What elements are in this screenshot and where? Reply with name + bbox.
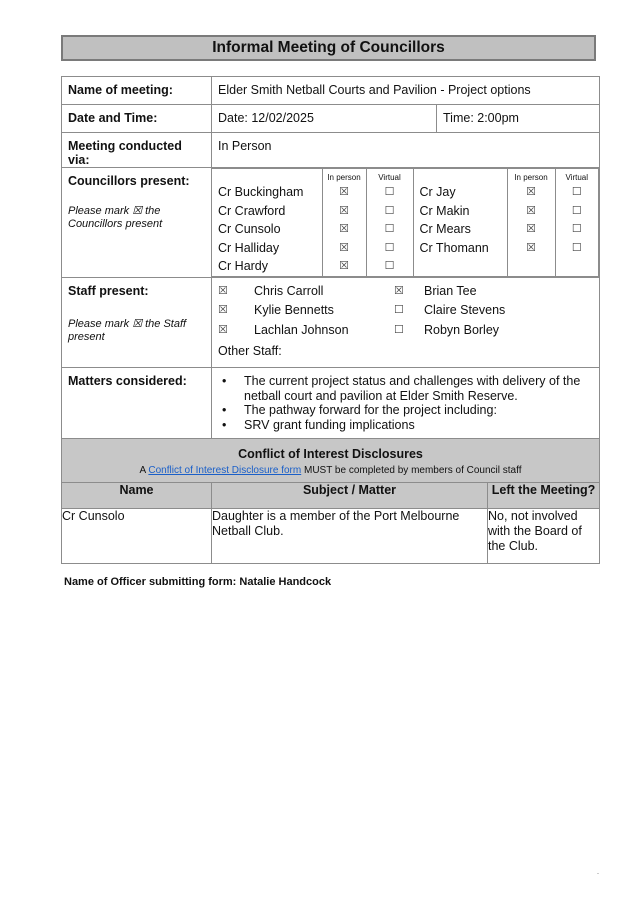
- meeting-name-label: Name of meeting:: [62, 77, 212, 105]
- coi-title: Conflict of Interest Disclosures: [238, 447, 423, 461]
- councillor-name: Cr Makin: [419, 203, 470, 218]
- staff-checkbox[interactable]: ☒: [218, 323, 228, 336]
- page-mark: [597, 873, 599, 874]
- coi-col-name: Name: [62, 483, 212, 509]
- virtual-checkbox[interactable]: ☐: [384, 204, 395, 217]
- coi-col-left: Left the Meeting?: [488, 483, 600, 509]
- councillors-row: [62, 168, 600, 278]
- coi-col-subject: Subject / Matter: [212, 483, 488, 509]
- councillors-label-cell: [62, 168, 212, 278]
- coi-instruction: [62, 461, 599, 482]
- officer-submitting: Name of Officer submitting form: Natalie Handcock: [64, 576, 332, 588]
- coi-form-link[interactable]: Conflict of Interest Disclosure form: [148, 465, 302, 476]
- in-person-column-right: [507, 169, 555, 277]
- staff-checkbox[interactable]: ☒: [394, 284, 404, 297]
- staff-label-cell: [62, 277, 212, 368]
- matters-cell: [212, 368, 600, 439]
- meeting-name-row: [62, 77, 600, 105]
- coi-name: Cr Cunsolo: [62, 509, 212, 564]
- staff-name: Kylie Bennetts: [254, 303, 334, 317]
- form-title: Informal Meeting of Councillors: [61, 35, 596, 61]
- virtual-checkbox[interactable]: ☐: [384, 186, 395, 198]
- staff-checkbox[interactable]: ☐: [394, 304, 404, 316]
- meeting-form-table: [61, 76, 600, 439]
- virtual-checkbox[interactable]: ☐: [571, 186, 582, 198]
- conducted-via-value: In Person: [212, 133, 600, 168]
- coi-left-meeting: No, not involved with the Board of the Club.: [488, 509, 600, 564]
- in-person-checkbox[interactable]: ☒: [339, 241, 349, 254]
- staff-checkbox[interactable]: ☒: [218, 304, 228, 316]
- in-person-checkbox[interactable]: ☒: [526, 204, 536, 217]
- councillors-note: Please mark ☒ the Councillors present: [68, 205, 163, 230]
- virtual-checkbox[interactable]: ☐: [384, 223, 395, 235]
- conducted-via-row: [62, 133, 600, 168]
- in-person-checkbox[interactable]: ☒: [526, 186, 536, 198]
- in-person-checkbox[interactable]: ☒: [339, 260, 349, 272]
- in-person-checkbox[interactable]: ☒: [339, 204, 349, 217]
- staff-checkbox[interactable]: ☒: [218, 284, 228, 297]
- in-person-checkbox[interactable]: ☒: [526, 241, 536, 254]
- form-stack: [61, 76, 599, 588]
- coi-subject: Daughter is a member of the Port Melbourne Netball Club.: [212, 509, 488, 564]
- councillor-name: Cr Jay: [419, 185, 456, 199]
- councillor-names-left: [212, 169, 322, 277]
- conducted-via-label: Meeting conducted via:: [62, 133, 212, 168]
- coi-column-headers: [62, 483, 600, 509]
- councillors-grid-cell: [212, 168, 600, 278]
- staff-note: Please mark ☒ the Staff present: [68, 317, 187, 343]
- staff-cell: [212, 277, 600, 368]
- coi-instruction-prefix: A: [139, 465, 149, 476]
- staff-name: Chris Carroll: [254, 283, 324, 298]
- date-time-row: [62, 105, 600, 133]
- councillor-name: Cr Mears: [419, 222, 471, 236]
- staff-label: Staff present:: [68, 283, 149, 298]
- meeting-name-value: Elder Smith Netball Courts and Pavilion - Project options: [212, 77, 600, 105]
- councillor-name: Cr Crawford: [218, 203, 286, 218]
- date-value: Date: 12/02/2025: [212, 105, 437, 133]
- councillor-name: Cr Halliday: [218, 240, 280, 255]
- matters-label: Matters considered:: [62, 368, 212, 439]
- list-item: • The pathway forward for the project including:: [218, 403, 593, 418]
- councillor-name: Cr Hardy: [218, 259, 269, 273]
- coi-header-cell: [62, 439, 600, 483]
- virtual-column-right: [555, 169, 599, 277]
- virtual-checkbox[interactable]: ☐: [384, 260, 395, 272]
- councillors-label: Councillors present:: [68, 174, 190, 188]
- councillor-name: Cr Cunsolo: [218, 222, 281, 236]
- councillors-grid: [212, 168, 599, 277]
- in-person-column-left: [322, 169, 366, 277]
- councillor-names-right: [413, 169, 507, 277]
- staff-name: Lachlan Johnson: [254, 322, 349, 337]
- coi-instruction-suffix: MUST be completed by members of Council staff: [301, 465, 522, 476]
- table-row: [62, 509, 600, 564]
- councillor-name: Cr Buckingham: [218, 185, 304, 199]
- list-item: • The current project status and challenges with delivery of the netball court and pavilion at Elder Smith Reserve.: [218, 374, 593, 403]
- in-person-checkbox[interactable]: ☒: [339, 223, 349, 235]
- coi-header-row: [62, 439, 600, 483]
- list-item: • SRV grant funding implications: [218, 418, 593, 433]
- staff-name: Claire Stevens: [424, 303, 506, 317]
- staff-checkbox[interactable]: ☐: [394, 323, 404, 336]
- time-value: Time: 2:00pm: [437, 105, 600, 133]
- coi-table: [61, 438, 600, 564]
- in-person-header: In person: [327, 173, 361, 182]
- date-time-label: Date and Time:: [62, 105, 212, 133]
- other-staff-label: Other Staff:: [218, 344, 282, 358]
- staff-name: Brian Tee: [424, 283, 477, 298]
- in-person-header: In person: [514, 173, 548, 182]
- matters-row: [62, 368, 600, 439]
- matters-list: [212, 368, 599, 438]
- councillor-name: Cr Thomann: [419, 240, 489, 255]
- virtual-checkbox[interactable]: ☐: [571, 241, 582, 254]
- staff-name: Robyn Borley: [424, 322, 500, 337]
- virtual-checkbox[interactable]: ☐: [571, 204, 582, 217]
- in-person-checkbox[interactable]: ☒: [339, 186, 349, 198]
- virtual-header: Virtual: [565, 173, 589, 182]
- virtual-checkbox[interactable]: ☐: [384, 241, 395, 254]
- virtual-header: Virtual: [378, 173, 401, 182]
- virtual-column-left: [366, 169, 413, 277]
- staff-row: [62, 277, 600, 368]
- virtual-checkbox[interactable]: ☐: [571, 223, 582, 235]
- in-person-checkbox[interactable]: ☒: [526, 223, 536, 235]
- staff-list: [212, 278, 599, 341]
